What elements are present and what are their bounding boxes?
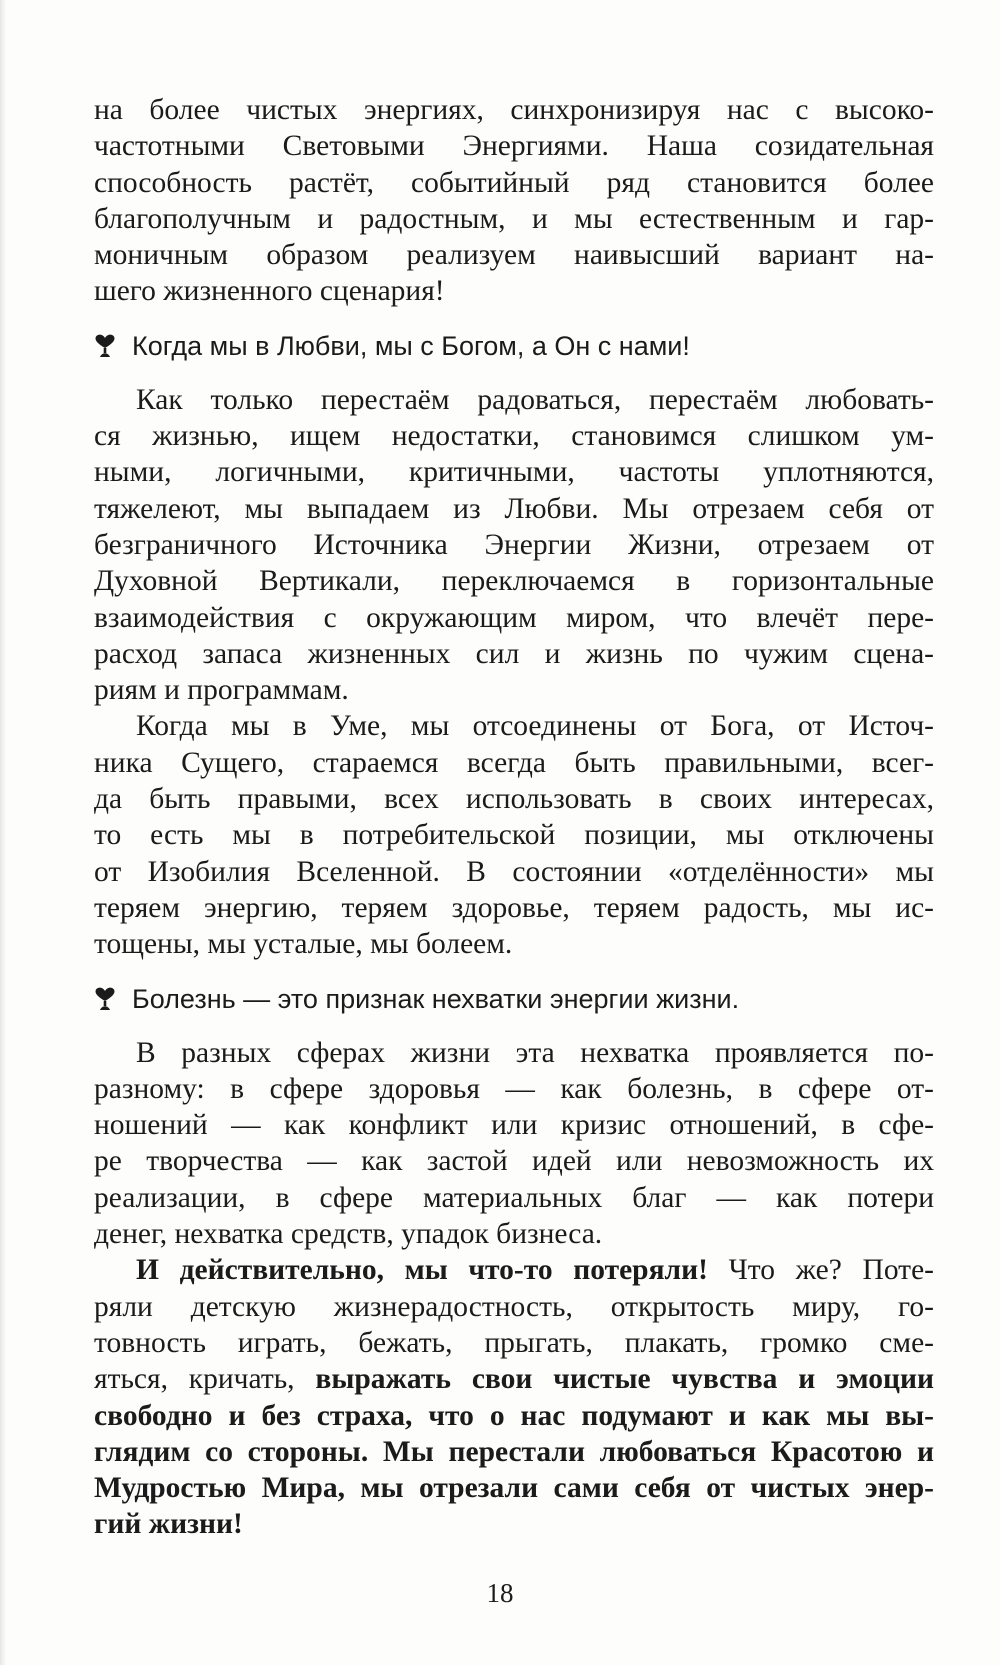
text-line: на более чистых энергиях, синхронизируя нас с высоко- xyxy=(94,94,934,126)
heart-bullet-icon xyxy=(94,986,116,1012)
text-line: денег, нехватка средств, упадок бизнеса. xyxy=(94,1218,603,1251)
heading-text: Болезнь — это признак нехватки энергии жизни. xyxy=(132,983,740,1014)
heading-text: Когда мы в Любви, мы с Богом, а Он с нами! xyxy=(132,330,690,361)
paragraph-3 xyxy=(94,708,934,962)
text-line: частотными Световыми Энергиями. Наша созидательная xyxy=(94,130,934,163)
text-line xyxy=(94,1506,934,1542)
text-line: ными, логичными, критичными, частоты уплотняются, xyxy=(94,456,934,489)
paragraph-2 xyxy=(94,382,934,709)
text-line: то есть мы в потребительской позиции, мы отключены xyxy=(94,819,934,852)
regular-phrase: Что же? Поте- xyxy=(707,1254,934,1287)
text-line: тяжелеют, мы выпадаем из Любви. Мы отрезаем себя от xyxy=(94,492,934,525)
text-line: Как только перестаём радоваться, перестаём любовать- xyxy=(136,383,934,416)
regular-phrase: яться, кричать, xyxy=(94,1363,316,1396)
bold-phrase: глядим со стороны. Мы перестали любоваться Красотою и xyxy=(94,1435,934,1468)
bold-phrase: Мудростью Мира, мы отрезали сами себя от чистых энер- xyxy=(94,1472,934,1505)
text-line: Духовной Вертикали, переключаемся в горизонтальные xyxy=(94,565,934,598)
text-line: ношений — как конфликт или кризис отношений, в сфе- xyxy=(94,1109,934,1142)
text-line xyxy=(94,1470,934,1506)
paragraph-4 xyxy=(94,1035,934,1253)
text-line: Когда мы в Уме, мы отсоединены от Бога, от Источ- xyxy=(136,710,934,743)
text-line: ре творчества — как застой идей или невозможность их xyxy=(94,1145,934,1178)
page-number: 18 xyxy=(486,1578,514,1608)
text-line: товность играть, бежать, прыгать, плакать, громко сме- xyxy=(94,1326,934,1359)
text-line: В разных сферах жизни эта нехватка проявляется по- xyxy=(136,1036,934,1069)
text-line: благополучным и радостным, и мы естественным и гар- xyxy=(94,202,934,235)
text-line xyxy=(94,1361,934,1397)
paragraph-5 xyxy=(94,1252,934,1542)
bold-phrase: свободно и без страха, что о нас подумают и как мы вы- xyxy=(94,1399,934,1432)
text-line: способность растёт, событийный ряд становится более xyxy=(94,166,934,199)
text-line: разному: в сфере здоровья — как болезнь, в сфере от- xyxy=(94,1072,934,1105)
text-line: шего жизненного сценария! xyxy=(94,275,445,308)
text-line: тощены, мы усталые, мы болеем. xyxy=(94,928,513,961)
text-line xyxy=(94,1434,934,1470)
text-line: да быть правыми, всех использовать в своих интересах, xyxy=(94,783,934,816)
text-line xyxy=(94,1252,934,1288)
text-line: моничным образом реализуем наивысший вариант на- xyxy=(94,239,934,272)
section-heading xyxy=(94,328,934,364)
text-line: ся жизнью, ищем недостатки, становимся слишком ум- xyxy=(94,420,934,453)
heart-bullet-icon xyxy=(94,333,116,359)
text-line: ряли детскую жизнерадостность, открытость миру, го- xyxy=(94,1290,934,1323)
text-line: от Изобилия Вселенной. В состоянии «отделённости» мы xyxy=(94,855,934,888)
bold-phrase: гий жизни! xyxy=(94,1508,243,1541)
text-line xyxy=(94,1398,934,1434)
text-line: расход запаса жизненных сил и жизнь по чужим сцена- xyxy=(94,637,934,670)
page-edge xyxy=(0,0,6,1665)
paragraph-1 xyxy=(94,92,934,310)
bold-phrase: И действительно, мы что-то потеряли! xyxy=(136,1254,708,1287)
text-line: безграничного Источника Энергии Жизни, отрезаем от xyxy=(94,528,934,561)
section-heading xyxy=(94,981,934,1017)
text-line: ника Сущего, стараемся всегда быть правильными, всег- xyxy=(94,746,934,779)
text-line: взаимодействия с окружающим миром, что влечёт пере- xyxy=(94,601,934,634)
bold-phrase: выражать свои чистые чувства и эмоции xyxy=(315,1363,934,1396)
page-text xyxy=(94,92,934,1543)
text-line: реализации, в сфере материальных благ — как потери xyxy=(94,1181,934,1214)
text-line: теряем энергию, теряем здоровье, теряем радость, мы ис- xyxy=(94,891,934,924)
text-line: риям и программам. xyxy=(94,674,349,707)
